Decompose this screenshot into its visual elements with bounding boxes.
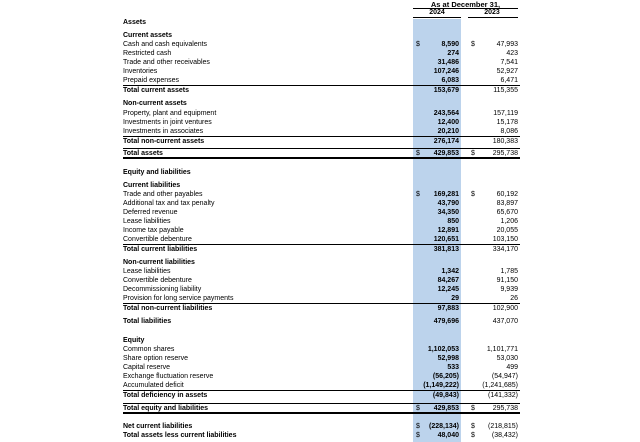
amount: 52,927 — [496, 68, 518, 75]
row-label: Assets — [123, 19, 146, 26]
amount: 6,083 — [441, 77, 459, 84]
amount: 1,102,053 — [427, 346, 459, 353]
amount: 9,939 — [500, 286, 518, 293]
amount: 31,486 — [437, 59, 459, 66]
amount: 1,342 — [441, 268, 459, 275]
amount: 169,281 — [433, 191, 459, 198]
amount: (141,332) — [488, 392, 518, 399]
amount: (228,134) — [429, 423, 459, 430]
amount: (49,843) — [432, 392, 459, 399]
row-label: Common shares — [123, 346, 175, 353]
currency-symbol: $ — [471, 423, 475, 430]
row-label: Decommissioning liability — [123, 286, 202, 293]
currency-symbol: $ — [471, 150, 475, 157]
row-label: Restricted cash — [123, 50, 172, 57]
amount: 12,891 — [437, 227, 459, 234]
statement-row — [123, 85, 520, 95]
amount: (218,815) — [488, 423, 518, 430]
amount: 381,813 — [433, 246, 459, 253]
row-label: Cash and cash equivalents — [123, 41, 208, 48]
row-label: Deferred revenue — [123, 209, 178, 216]
row-label: Investments in associates — [123, 128, 204, 135]
amount: 274 — [447, 50, 459, 57]
amount: 91,150 — [496, 277, 518, 284]
statement-row — [123, 208, 520, 217]
currency-symbol: $ — [416, 150, 420, 157]
row-label: Property, plant and equipment — [123, 110, 217, 117]
amount: 34,350 — [437, 209, 459, 216]
amount: 102,900 — [492, 305, 518, 312]
amount: 437,070 — [492, 318, 518, 325]
currency-symbol: $ — [416, 41, 420, 48]
amount: 107,246 — [433, 68, 459, 75]
statement-row — [123, 390, 520, 400]
statement-row — [123, 267, 520, 276]
row-label: Provision for long service payments — [123, 295, 234, 302]
amount: 157,119 — [493, 110, 518, 117]
statement-row — [123, 244, 520, 254]
row-label: Accumulated deficit — [123, 382, 184, 389]
amount: 295,738 — [492, 150, 518, 157]
amount: 243,564 — [433, 110, 459, 117]
amount: (38,432) — [491, 432, 518, 439]
statement-row — [123, 58, 520, 67]
amount: 429,853 — [433, 405, 459, 412]
statement-row — [123, 136, 520, 146]
statement-row — [123, 76, 520, 85]
amount: 1,101,771 — [486, 346, 518, 353]
amount: 83,897 — [496, 200, 518, 207]
amount: 153,679 — [433, 87, 459, 94]
statement-row — [123, 168, 520, 177]
row-label: Current assets — [123, 32, 173, 39]
amount: 47,993 — [496, 41, 518, 48]
row-label: Total current liabilities — [123, 246, 198, 253]
amount: 20,055 — [496, 227, 518, 234]
currency-symbol: $ — [471, 432, 475, 439]
statement-row — [123, 235, 520, 244]
statement-row — [123, 372, 520, 381]
statement-row — [123, 363, 520, 372]
amount: (54,947) — [491, 373, 518, 380]
row-label: Total liabilities — [123, 318, 172, 325]
statement-row — [123, 276, 520, 285]
amount: (1,241,685) — [482, 382, 518, 389]
row-label: Equity — [123, 337, 145, 344]
row-label: Non-current assets — [123, 100, 187, 107]
row-label: Total non-current assets — [123, 138, 205, 145]
row-label: Additional tax and tax penalty — [123, 200, 215, 207]
currency-symbol: $ — [416, 432, 420, 439]
year-prior-header: 2023 — [484, 9, 500, 16]
amount: 8,590 — [441, 41, 459, 48]
row-label: Trade and other receivables — [123, 59, 210, 66]
currency-symbol: $ — [416, 405, 420, 412]
statement-row — [123, 345, 520, 354]
amount: 26 — [510, 295, 518, 302]
row-label: Non-current liabilities — [123, 259, 195, 266]
statement-row — [123, 99, 520, 108]
period-header: As at December 31, — [430, 0, 501, 9]
amount: 423 — [506, 50, 518, 57]
statement-row — [123, 199, 520, 208]
statement-row — [123, 217, 520, 226]
amount: 53,030 — [496, 355, 518, 362]
amount: 850 — [447, 218, 459, 225]
row-label: Exchange fluctuation reserve — [123, 373, 214, 380]
amount: 1,785 — [500, 268, 518, 275]
row-label: Total assets — [123, 150, 163, 157]
statement-row — [123, 294, 520, 303]
amount: 429,853 — [433, 150, 459, 157]
year-current-header: 2024 — [429, 9, 445, 16]
statement-row — [123, 148, 520, 159]
statement-row — [123, 258, 520, 267]
amount: (1,149,222) — [423, 382, 459, 389]
amount: 276,174 — [433, 138, 459, 145]
statement-row — [123, 285, 520, 294]
currency-symbol: $ — [416, 191, 420, 198]
statement-row — [123, 381, 520, 390]
row-label: Total non-current liabilities — [123, 305, 213, 312]
statement-row — [123, 354, 520, 363]
statement-row — [123, 67, 520, 76]
statement-row — [123, 317, 520, 326]
amount: 1,206 — [500, 218, 518, 225]
row-label: Current liabilities — [123, 182, 181, 189]
amount: 97,883 — [437, 305, 459, 312]
row-label: Income tax payable — [123, 227, 184, 234]
amount: 334,170 — [492, 246, 518, 253]
amount: 8,086 — [500, 128, 518, 135]
statement-row — [123, 31, 520, 40]
row-label: Total equity and liabilities — [123, 405, 209, 412]
row-label: Convertible debenture — [123, 236, 192, 243]
statement-row — [123, 127, 520, 136]
row-label: Convertible debenture — [123, 277, 192, 284]
amount: 43,790 — [437, 200, 459, 207]
statement-row — [123, 118, 520, 127]
amount: 180,383 — [492, 138, 518, 145]
row-label: Trade and other payables — [123, 191, 203, 198]
row-label: Net current liabilities — [123, 423, 193, 430]
amount: 29 — [451, 295, 459, 302]
statement-row — [123, 190, 520, 199]
amount: 295,738 — [492, 405, 518, 412]
amount: 7,541 — [500, 59, 518, 66]
amount: (56,205) — [432, 373, 459, 380]
amount: 12,400 — [437, 119, 459, 126]
statement-row — [123, 403, 520, 414]
row-label: Investments in joint ventures — [123, 119, 212, 126]
statement-row — [123, 18, 520, 27]
statement-row — [123, 422, 520, 431]
amount: 52,998 — [437, 355, 459, 362]
statement-row — [123, 181, 520, 190]
statement-row — [123, 40, 520, 49]
statement-row — [123, 336, 520, 345]
row-label: Lease liabilities — [123, 268, 171, 275]
currency-symbol: $ — [471, 405, 475, 412]
amount: 115,355 — [493, 87, 518, 94]
amount: 48,040 — [437, 432, 459, 439]
amount: 20,210 — [437, 128, 459, 135]
amount: 12,245 — [437, 286, 459, 293]
statement-row — [123, 431, 520, 440]
amount: 533 — [447, 364, 459, 371]
row-label: Total assets less current liabilities — [123, 432, 237, 439]
row-label: Total deficiency in assets — [123, 392, 208, 399]
statement-row — [123, 49, 520, 58]
currency-symbol: $ — [471, 191, 475, 198]
amount: 15,178 — [496, 119, 518, 126]
currency-symbol: $ — [416, 423, 420, 430]
amount: 6,471 — [500, 77, 518, 84]
amount: 499 — [506, 364, 518, 371]
statement-row — [123, 109, 520, 118]
row-label: Total current assets — [123, 87, 190, 94]
amount: 84,267 — [437, 277, 459, 284]
row-label: Inventories — [123, 68, 158, 75]
currency-symbol: $ — [471, 41, 475, 48]
row-label: Prepaid expenses — [123, 77, 180, 84]
row-label: Share option reserve — [123, 355, 188, 362]
amount: 120,651 — [433, 236, 459, 243]
amount: 479,696 — [433, 318, 459, 325]
statement-row — [123, 303, 520, 313]
amount: 65,670 — [496, 209, 518, 216]
amount: 60,192 — [496, 191, 518, 198]
statement-row — [123, 226, 520, 235]
amount: 103,150 — [492, 236, 518, 243]
row-label: Equity and liabilities — [123, 169, 191, 176]
row-label: Lease liabilities — [123, 218, 171, 225]
row-label: Capital reserve — [123, 364, 171, 371]
